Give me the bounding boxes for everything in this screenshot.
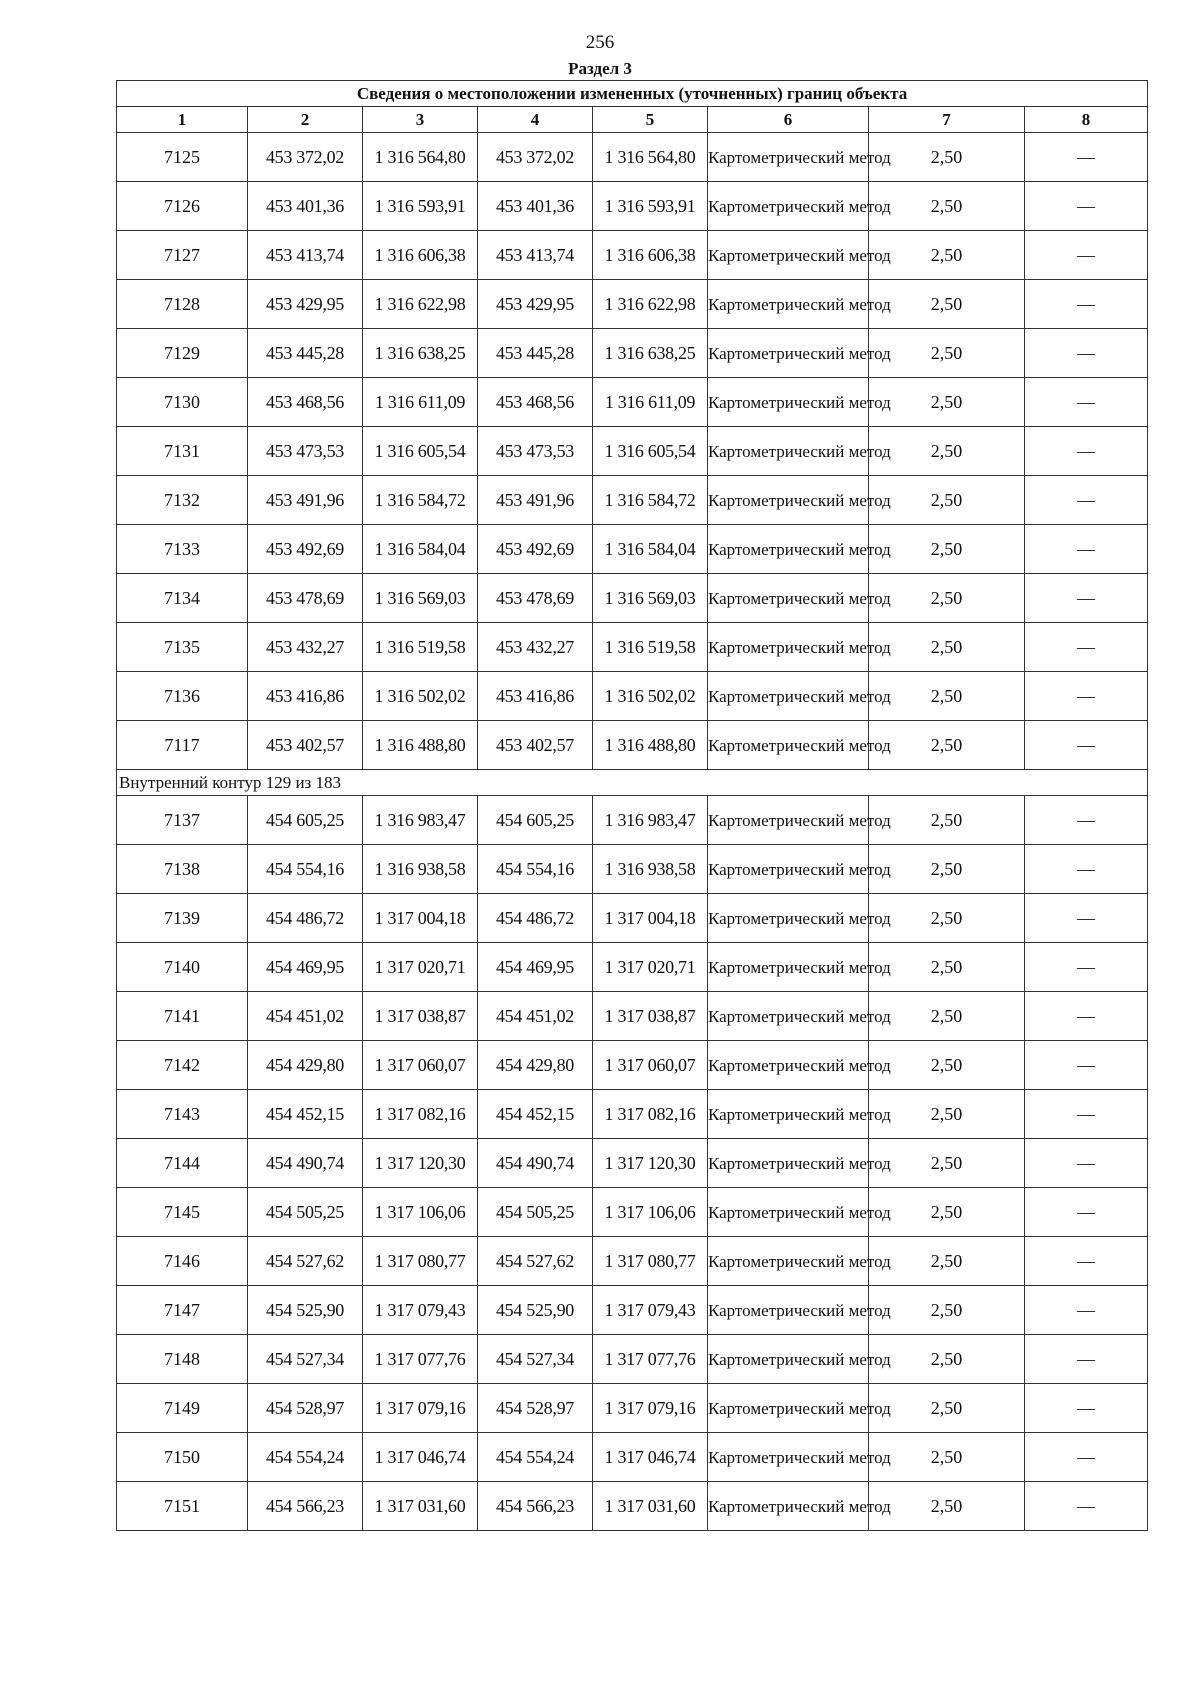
y-new-cell: 1 316 502,02 xyxy=(593,672,708,721)
dash-cell: — xyxy=(1025,992,1148,1041)
point-number-cell: 7131 xyxy=(117,427,248,476)
accuracy-cell: 2,50 xyxy=(869,1286,1025,1335)
dash-cell: — xyxy=(1025,1482,1148,1531)
table-row xyxy=(117,476,1148,525)
point-number-cell: 7140 xyxy=(117,943,248,992)
x-new-cell: 453 429,95 xyxy=(478,280,593,329)
x-new-cell: 453 402,57 xyxy=(478,721,593,770)
table-row xyxy=(117,329,1148,378)
accuracy-cell: 2,50 xyxy=(869,378,1025,427)
dash-cell: — xyxy=(1025,672,1148,721)
dash-cell: — xyxy=(1025,1286,1148,1335)
dash-cell: — xyxy=(1025,894,1148,943)
y-existing-cell: 1 317 106,06 xyxy=(363,1188,478,1237)
boundary-coordinates-table xyxy=(116,80,1148,1531)
point-number-cell: 7132 xyxy=(117,476,248,525)
method-cell: Картометрический метод xyxy=(708,845,869,894)
x-new-cell: 453 473,53 xyxy=(478,427,593,476)
table-caption: Сведения о местоположении измененных (уточненных) границ объекта xyxy=(117,81,1148,107)
x-new-cell: 453 445,28 xyxy=(478,329,593,378)
page-number: 256 xyxy=(585,32,615,53)
column-header-3: 3 xyxy=(363,107,478,133)
y-existing-cell: 1 317 038,87 xyxy=(363,992,478,1041)
y-existing-cell: 1 317 046,74 xyxy=(363,1433,478,1482)
x-new-cell: 454 490,74 xyxy=(478,1139,593,1188)
accuracy-cell: 2,50 xyxy=(869,992,1025,1041)
table-row xyxy=(117,721,1148,770)
accuracy-cell: 2,50 xyxy=(869,796,1025,845)
accuracy-cell: 2,50 xyxy=(869,133,1025,182)
x-existing-cell: 453 402,57 xyxy=(248,721,363,770)
x-new-cell: 454 451,02 xyxy=(478,992,593,1041)
accuracy-cell: 2,50 xyxy=(869,943,1025,992)
accuracy-cell: 2,50 xyxy=(869,1482,1025,1531)
point-number-cell: 7130 xyxy=(117,378,248,427)
y-new-cell: 1 316 593,91 xyxy=(593,182,708,231)
dash-cell: — xyxy=(1025,1188,1148,1237)
method-cell: Картометрический метод xyxy=(708,1335,869,1384)
x-existing-cell: 454 486,72 xyxy=(248,894,363,943)
y-new-cell: 1 316 611,09 xyxy=(593,378,708,427)
table-row xyxy=(117,943,1148,992)
accuracy-cell: 2,50 xyxy=(869,1139,1025,1188)
y-new-cell: 1 317 060,07 xyxy=(593,1041,708,1090)
x-existing-cell: 453 492,69 xyxy=(248,525,363,574)
y-new-cell: 1 317 046,74 xyxy=(593,1433,708,1482)
method-cell: Картометрический метод xyxy=(708,992,869,1041)
column-header-1: 1 xyxy=(117,107,248,133)
contour-label: Внутренний контур 129 из 183 xyxy=(117,770,1148,796)
dash-cell: — xyxy=(1025,721,1148,770)
method-cell: Картометрический метод xyxy=(708,231,869,280)
y-existing-cell: 1 317 020,71 xyxy=(363,943,478,992)
point-number-cell: 7142 xyxy=(117,1041,248,1090)
method-cell: Картометрический метод xyxy=(708,721,869,770)
x-existing-cell: 453 416,86 xyxy=(248,672,363,721)
y-existing-cell: 1 317 004,18 xyxy=(363,894,478,943)
y-new-cell: 1 316 605,54 xyxy=(593,427,708,476)
x-existing-cell: 454 554,16 xyxy=(248,845,363,894)
x-existing-cell: 453 429,95 xyxy=(248,280,363,329)
y-existing-cell: 1 317 079,16 xyxy=(363,1384,478,1433)
accuracy-cell: 2,50 xyxy=(869,525,1025,574)
x-existing-cell: 453 372,02 xyxy=(248,133,363,182)
x-existing-cell: 454 451,02 xyxy=(248,992,363,1041)
accuracy-cell: 2,50 xyxy=(869,845,1025,894)
dash-cell: — xyxy=(1025,1384,1148,1433)
y-existing-cell: 1 317 031,60 xyxy=(363,1482,478,1531)
x-existing-cell: 453 413,74 xyxy=(248,231,363,280)
x-new-cell: 453 416,86 xyxy=(478,672,593,721)
y-new-cell: 1 317 106,06 xyxy=(593,1188,708,1237)
method-cell: Картометрический метод xyxy=(708,1384,869,1433)
table-body xyxy=(117,133,1148,1531)
y-new-cell: 1 317 020,71 xyxy=(593,943,708,992)
table-row xyxy=(117,427,1148,476)
x-new-cell: 454 527,34 xyxy=(478,1335,593,1384)
point-number-cell: 7135 xyxy=(117,623,248,672)
point-number-cell: 7127 xyxy=(117,231,248,280)
table-row xyxy=(117,231,1148,280)
method-cell: Картометрический метод xyxy=(708,280,869,329)
table-row xyxy=(117,845,1148,894)
x-existing-cell: 454 429,80 xyxy=(248,1041,363,1090)
point-number-cell: 7137 xyxy=(117,796,248,845)
x-existing-cell: 453 478,69 xyxy=(248,574,363,623)
dash-cell: — xyxy=(1025,574,1148,623)
table-row xyxy=(117,1433,1148,1482)
accuracy-cell: 2,50 xyxy=(869,894,1025,943)
column-header-7: 7 xyxy=(869,107,1025,133)
y-new-cell: 1 317 080,77 xyxy=(593,1237,708,1286)
column-header-5: 5 xyxy=(593,107,708,133)
x-new-cell: 453 491,96 xyxy=(478,476,593,525)
column-header-6: 6 xyxy=(708,107,869,133)
x-existing-cell: 453 473,53 xyxy=(248,427,363,476)
y-new-cell: 1 317 079,16 xyxy=(593,1384,708,1433)
y-existing-cell: 1 317 079,43 xyxy=(363,1286,478,1335)
y-existing-cell: 1 316 584,04 xyxy=(363,525,478,574)
method-cell: Картометрический метод xyxy=(708,329,869,378)
y-new-cell: 1 316 622,98 xyxy=(593,280,708,329)
x-existing-cell: 454 452,15 xyxy=(248,1090,363,1139)
y-new-cell: 1 316 488,80 xyxy=(593,721,708,770)
x-new-cell: 454 452,15 xyxy=(478,1090,593,1139)
point-number-cell: 7117 xyxy=(117,721,248,770)
accuracy-cell: 2,50 xyxy=(869,1041,1025,1090)
dash-cell: — xyxy=(1025,476,1148,525)
y-new-cell: 1 316 519,58 xyxy=(593,623,708,672)
point-number-cell: 7148 xyxy=(117,1335,248,1384)
method-cell: Картометрический метод xyxy=(708,1433,869,1482)
y-new-cell: 1 316 569,03 xyxy=(593,574,708,623)
accuracy-cell: 2,50 xyxy=(869,1237,1025,1286)
x-new-cell: 454 605,25 xyxy=(478,796,593,845)
dash-cell: — xyxy=(1025,1433,1148,1482)
accuracy-cell: 2,50 xyxy=(869,1090,1025,1139)
dash-cell: — xyxy=(1025,845,1148,894)
point-number-cell: 7149 xyxy=(117,1384,248,1433)
x-new-cell: 453 401,36 xyxy=(478,182,593,231)
point-number-cell: 7143 xyxy=(117,1090,248,1139)
dash-cell: — xyxy=(1025,1090,1148,1139)
method-cell: Картометрический метод xyxy=(708,476,869,525)
table-row xyxy=(117,133,1148,182)
point-number-cell: 7129 xyxy=(117,329,248,378)
x-existing-cell: 453 468,56 xyxy=(248,378,363,427)
method-cell: Картометрический метод xyxy=(708,427,869,476)
table-row xyxy=(117,182,1148,231)
x-existing-cell: 453 432,27 xyxy=(248,623,363,672)
y-existing-cell: 1 316 622,98 xyxy=(363,280,478,329)
method-cell: Картометрический метод xyxy=(708,796,869,845)
y-new-cell: 1 316 938,58 xyxy=(593,845,708,894)
y-existing-cell: 1 316 938,58 xyxy=(363,845,478,894)
x-new-cell: 454 505,25 xyxy=(478,1188,593,1237)
point-number-cell: 7134 xyxy=(117,574,248,623)
x-existing-cell: 454 528,97 xyxy=(248,1384,363,1433)
method-cell: Картометрический метод xyxy=(708,1482,869,1531)
y-existing-cell: 1 316 502,02 xyxy=(363,672,478,721)
accuracy-cell: 2,50 xyxy=(869,623,1025,672)
dash-cell: — xyxy=(1025,525,1148,574)
table-row xyxy=(117,623,1148,672)
y-new-cell: 1 316 606,38 xyxy=(593,231,708,280)
table-row xyxy=(117,1482,1148,1531)
x-new-cell: 454 525,90 xyxy=(478,1286,593,1335)
y-new-cell: 1 317 079,43 xyxy=(593,1286,708,1335)
x-existing-cell: 454 527,34 xyxy=(248,1335,363,1384)
y-existing-cell: 1 316 519,58 xyxy=(363,623,478,672)
accuracy-cell: 2,50 xyxy=(869,1188,1025,1237)
point-number-cell: 7128 xyxy=(117,280,248,329)
accuracy-cell: 2,50 xyxy=(869,672,1025,721)
dash-cell: — xyxy=(1025,1237,1148,1286)
y-existing-cell: 1 316 638,25 xyxy=(363,329,478,378)
method-cell: Картометрический метод xyxy=(708,133,869,182)
dash-cell: — xyxy=(1025,1335,1148,1384)
point-number-cell: 7133 xyxy=(117,525,248,574)
dash-cell: — xyxy=(1025,280,1148,329)
x-existing-cell: 454 505,25 xyxy=(248,1188,363,1237)
y-existing-cell: 1 316 584,72 xyxy=(363,476,478,525)
x-existing-cell: 453 445,28 xyxy=(248,329,363,378)
table-row xyxy=(117,1384,1148,1433)
x-new-cell: 453 413,74 xyxy=(478,231,593,280)
x-new-cell: 454 527,62 xyxy=(478,1237,593,1286)
x-new-cell: 453 478,69 xyxy=(478,574,593,623)
dash-cell: — xyxy=(1025,623,1148,672)
y-new-cell: 1 317 038,87 xyxy=(593,992,708,1041)
table-row xyxy=(117,1188,1148,1237)
y-new-cell: 1 317 004,18 xyxy=(593,894,708,943)
method-cell: Картометрический метод xyxy=(708,378,869,427)
point-number-cell: 7138 xyxy=(117,845,248,894)
x-new-cell: 454 566,23 xyxy=(478,1482,593,1531)
x-existing-cell: 454 490,74 xyxy=(248,1139,363,1188)
dash-cell: — xyxy=(1025,182,1148,231)
method-cell: Картометрический метод xyxy=(708,672,869,721)
x-new-cell: 453 372,02 xyxy=(478,133,593,182)
y-new-cell: 1 316 638,25 xyxy=(593,329,708,378)
method-cell: Картометрический метод xyxy=(708,1139,869,1188)
column-header-4: 4 xyxy=(478,107,593,133)
y-new-cell: 1 316 564,80 xyxy=(593,133,708,182)
section-title: Раздел 3 xyxy=(568,59,632,78)
x-existing-cell: 453 401,36 xyxy=(248,182,363,231)
accuracy-cell: 2,50 xyxy=(869,1335,1025,1384)
table-row xyxy=(117,796,1148,845)
dash-cell: — xyxy=(1025,796,1148,845)
table-row xyxy=(117,1237,1148,1286)
point-number-cell: 7146 xyxy=(117,1237,248,1286)
method-cell: Картометрический метод xyxy=(708,943,869,992)
table-row xyxy=(117,992,1148,1041)
y-existing-cell: 1 317 080,77 xyxy=(363,1237,478,1286)
x-new-cell: 454 528,97 xyxy=(478,1384,593,1433)
y-existing-cell: 1 316 488,80 xyxy=(363,721,478,770)
dash-cell: — xyxy=(1025,231,1148,280)
y-new-cell: 1 317 077,76 xyxy=(593,1335,708,1384)
dash-cell: — xyxy=(1025,1139,1148,1188)
y-existing-cell: 1 317 060,07 xyxy=(363,1041,478,1090)
method-cell: Картометрический метод xyxy=(708,623,869,672)
accuracy-cell: 2,50 xyxy=(869,182,1025,231)
x-existing-cell: 454 527,62 xyxy=(248,1237,363,1286)
y-new-cell: 1 316 584,04 xyxy=(593,525,708,574)
point-number-cell: 7147 xyxy=(117,1286,248,1335)
method-cell: Картометрический метод xyxy=(708,574,869,623)
table-row xyxy=(117,574,1148,623)
x-existing-cell: 454 566,23 xyxy=(248,1482,363,1531)
x-new-cell: 454 486,72 xyxy=(478,894,593,943)
accuracy-cell: 2,50 xyxy=(869,574,1025,623)
x-existing-cell: 454 525,90 xyxy=(248,1286,363,1335)
method-cell: Картометрический метод xyxy=(708,1237,869,1286)
accuracy-cell: 2,50 xyxy=(869,1384,1025,1433)
dash-cell: — xyxy=(1025,943,1148,992)
x-new-cell: 454 554,16 xyxy=(478,845,593,894)
point-number-cell: 7150 xyxy=(117,1433,248,1482)
point-number-cell: 7145 xyxy=(117,1188,248,1237)
table-row xyxy=(117,280,1148,329)
point-number-cell: 7151 xyxy=(117,1482,248,1531)
method-cell: Картометрический метод xyxy=(708,894,869,943)
point-number-cell: 7144 xyxy=(117,1139,248,1188)
y-existing-cell: 1 316 606,38 xyxy=(363,231,478,280)
column-header-2: 2 xyxy=(248,107,363,133)
x-new-cell: 453 468,56 xyxy=(478,378,593,427)
dash-cell: — xyxy=(1025,378,1148,427)
y-existing-cell: 1 316 569,03 xyxy=(363,574,478,623)
y-new-cell: 1 317 120,30 xyxy=(593,1139,708,1188)
accuracy-cell: 2,50 xyxy=(869,280,1025,329)
method-cell: Картометрический метод xyxy=(708,1090,869,1139)
x-existing-cell: 453 491,96 xyxy=(248,476,363,525)
point-number-cell: 7126 xyxy=(117,182,248,231)
y-existing-cell: 1 316 611,09 xyxy=(363,378,478,427)
table-row xyxy=(117,378,1148,427)
point-number-cell: 7139 xyxy=(117,894,248,943)
method-cell: Картометрический метод xyxy=(708,1188,869,1237)
y-existing-cell: 1 316 983,47 xyxy=(363,796,478,845)
contour-label-row xyxy=(117,770,1148,796)
x-existing-cell: 454 469,95 xyxy=(248,943,363,992)
method-cell: Картометрический метод xyxy=(708,1286,869,1335)
dash-cell: — xyxy=(1025,329,1148,378)
table-row xyxy=(117,1090,1148,1139)
y-new-cell: 1 317 082,16 xyxy=(593,1090,708,1139)
accuracy-cell: 2,50 xyxy=(869,1433,1025,1482)
accuracy-cell: 2,50 xyxy=(869,427,1025,476)
y-existing-cell: 1 317 077,76 xyxy=(363,1335,478,1384)
point-number-cell: 7125 xyxy=(117,133,248,182)
point-number-cell: 7141 xyxy=(117,992,248,1041)
table-row xyxy=(117,525,1148,574)
y-existing-cell: 1 316 564,80 xyxy=(363,133,478,182)
x-new-cell: 454 429,80 xyxy=(478,1041,593,1090)
y-existing-cell: 1 316 605,54 xyxy=(363,427,478,476)
table-row xyxy=(117,1286,1148,1335)
x-new-cell: 454 469,95 xyxy=(478,943,593,992)
y-new-cell: 1 316 983,47 xyxy=(593,796,708,845)
y-new-cell: 1 316 584,72 xyxy=(593,476,708,525)
method-cell: Картометрический метод xyxy=(708,182,869,231)
column-header-8: 8 xyxy=(1025,107,1148,133)
table-row xyxy=(117,1335,1148,1384)
y-existing-cell: 1 317 120,30 xyxy=(363,1139,478,1188)
method-cell: Картометрический метод xyxy=(708,1041,869,1090)
accuracy-cell: 2,50 xyxy=(869,476,1025,525)
method-cell: Картометрический метод xyxy=(708,525,869,574)
accuracy-cell: 2,50 xyxy=(869,329,1025,378)
y-existing-cell: 1 316 593,91 xyxy=(363,182,478,231)
y-new-cell: 1 317 031,60 xyxy=(593,1482,708,1531)
dash-cell: — xyxy=(1025,1041,1148,1090)
column-header-row xyxy=(117,107,1148,133)
x-new-cell: 453 492,69 xyxy=(478,525,593,574)
table-row xyxy=(117,1041,1148,1090)
dash-cell: — xyxy=(1025,133,1148,182)
x-new-cell: 454 554,24 xyxy=(478,1433,593,1482)
table-row xyxy=(117,1139,1148,1188)
table-row xyxy=(117,894,1148,943)
x-existing-cell: 454 554,24 xyxy=(248,1433,363,1482)
accuracy-cell: 2,50 xyxy=(869,721,1025,770)
accuracy-cell: 2,50 xyxy=(869,231,1025,280)
point-number-cell: 7136 xyxy=(117,672,248,721)
y-existing-cell: 1 317 082,16 xyxy=(363,1090,478,1139)
x-new-cell: 453 432,27 xyxy=(478,623,593,672)
dash-cell: — xyxy=(1025,427,1148,476)
table-row xyxy=(117,672,1148,721)
x-existing-cell: 454 605,25 xyxy=(248,796,363,845)
